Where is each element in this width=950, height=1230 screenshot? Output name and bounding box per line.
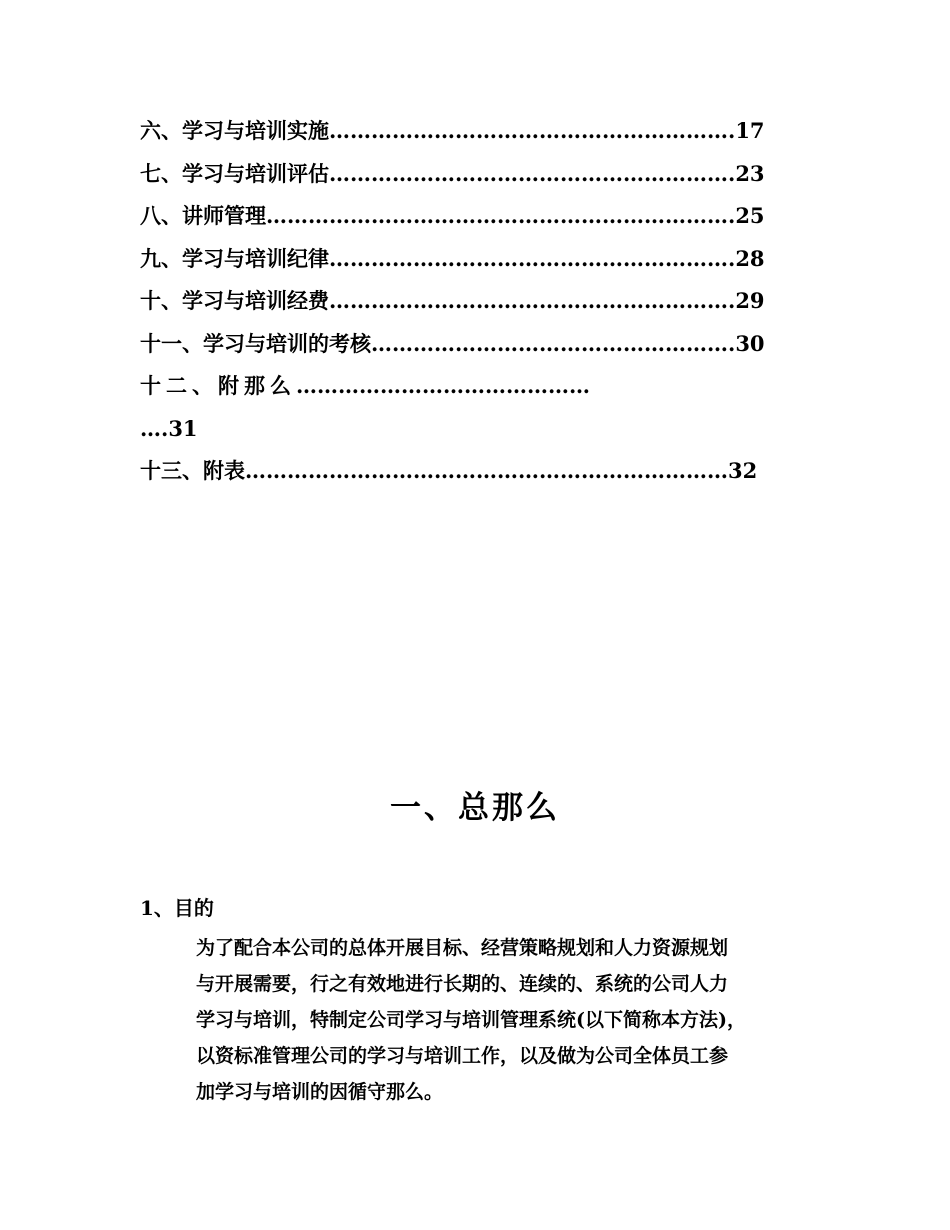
toc-entry-9[interactable] xyxy=(140,238,810,281)
toc-page-number: 17 xyxy=(735,118,765,143)
paragraph-line: 与开展需要，行之有效地进行长期的、连续的、系统的公司人力 xyxy=(196,973,729,995)
toc-entry-title: 六、学习与培训实施 xyxy=(140,118,329,143)
toc-entry-title: 九、学习与培训纪律 xyxy=(140,245,329,271)
toc-page-number: 32 xyxy=(728,458,758,483)
toc-entry-8[interactable] xyxy=(140,195,810,238)
toc-page-number: 31 xyxy=(168,415,198,441)
paragraph-line: 以资标准管理公司的学习与培训工作，以及做为公司全体员工参 xyxy=(196,1045,729,1067)
toc-page-number: 29 xyxy=(735,288,765,313)
paragraph-line: 学习与培训，特制定公司学习与培训管理系统(以下简称本方法)， xyxy=(196,1009,746,1031)
section-title: 一、总那么 xyxy=(390,790,560,826)
subheading: 1、目的 xyxy=(140,896,214,920)
toc-entry-6[interactable] xyxy=(140,110,810,153)
toc-entry-title: 十二、附那么 xyxy=(140,373,296,398)
toc-leader-dots: …. xyxy=(140,415,169,441)
toc-entry-11[interactable] xyxy=(140,323,810,366)
toc-entry-12[interactable] xyxy=(140,365,810,408)
paragraph-line: 为了配合本公司的总体开展目标、经营策略规划和人力资源规划 xyxy=(196,937,729,959)
toc-entry-10[interactable] xyxy=(140,280,810,323)
toc-entry-13[interactable] xyxy=(140,450,810,493)
table-of-contents xyxy=(140,110,810,493)
toc-entry-title: 十、学习与培训经费 xyxy=(140,288,329,313)
paragraph xyxy=(196,930,826,1110)
toc-page-number: 25 xyxy=(735,203,765,228)
toc-leader-dots: …………………………………… xyxy=(296,373,590,398)
toc-entry-12-continued[interactable] xyxy=(140,408,810,451)
toc-entry-title: 十三、附表 xyxy=(140,458,245,483)
toc-leader-dots: ……………………………………………. xyxy=(371,330,736,356)
toc-entry-title: 十一、学习与培训的考核 xyxy=(140,330,371,356)
toc-entry-title: 七、学习与培训评估 xyxy=(140,160,329,186)
toc-leader-dots: …………………………………………………. xyxy=(329,160,736,186)
toc-entry-7[interactable] xyxy=(140,153,810,196)
toc-page-number: 30 xyxy=(735,330,765,356)
toc-leader-dots: …………………………………………………. xyxy=(329,288,736,313)
toc-leader-dots: …………………………………………………………… xyxy=(245,458,728,483)
toc-page-number: 28 xyxy=(735,245,765,271)
toc-entry-title: 八、讲师管理 xyxy=(140,203,266,228)
toc-page-number: 23 xyxy=(735,160,765,186)
toc-leader-dots: …………………………………………………. xyxy=(329,245,736,271)
toc-leader-dots: …………………………………………………………. xyxy=(266,203,736,228)
toc-leader-dots: …………………………………………………. xyxy=(329,118,736,143)
paragraph-line: 加学习与培训的因循守那么。 xyxy=(196,1081,444,1103)
